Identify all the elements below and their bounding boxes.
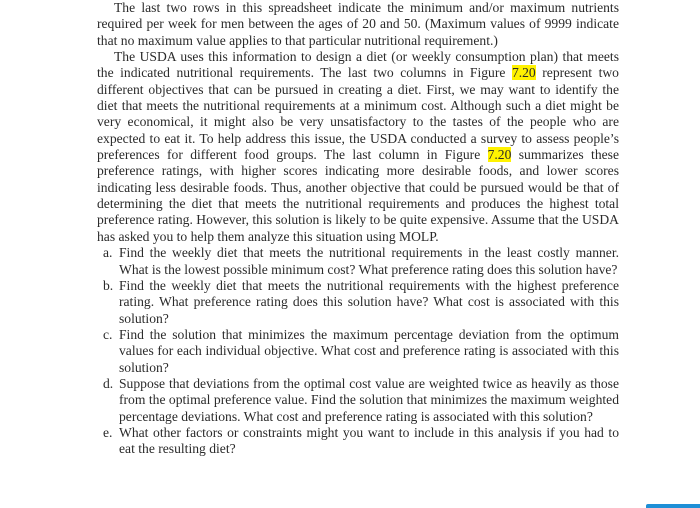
item-text: Find the solution that minimizes the maximum percentage deviation from the optimum values for each individual objective. What cost and preference rating is associated with this solution? — [119, 326, 619, 375]
item-label: e. — [103, 424, 113, 440]
paragraph-text: summarizes these preference ratings, with higher scores indicating more desirable foods, and lower scores indicating less desirable foods. Thus, another objective that could be pursued would be that of determining the diet that meets the nutritional requirements and produces the highest total preference rating. However, this solution is likely to be quite expensive. Assume that the USDA has asked you to help them analyze this situation using MOLP. — [97, 147, 619, 244]
figure-reference-highlight[interactable]: 7.20 — [487, 147, 512, 163]
list-item — [97, 327, 619, 376]
item-text: Find the weekly diet that meets the nutritional requirements with the highest preference rating. What preference rating does this solution have? What cost is associated with this solution? — [119, 277, 619, 326]
list-item — [97, 376, 619, 425]
list-item — [97, 425, 619, 458]
paragraph-text: represent two different objectives that can be pursued in creating a diet. First, we may want to identify the diet that meets the nutritional requirements at a minimum cost. Although such a diet might be very economical, it might also be very unsatisfactory to the tastes of the people who are expected to eat it. To help address this issue, the USDA conducted a survey to assess people’s preferences for different food groups. The last column in Figure — [97, 65, 619, 163]
item-label: d. — [103, 375, 114, 391]
document-page — [97, 0, 619, 458]
item-label: c. — [103, 326, 113, 342]
item-text: Suppose that deviations from the optimal cost value are weighted twice as heavily as those from the optimal preference value. Find the solution that minimizes the maximum weighted percentage deviations. What cost and preference rating is associated with this solution? — [119, 375, 619, 424]
item-text: Find the weekly diet that meets the nutritional requirements in the least costly manner. What is the lowest possible minimum cost? What preference rating does this solution have? — [119, 245, 619, 277]
list-item — [97, 245, 619, 278]
item-label: a. — [103, 245, 113, 261]
paragraph-nutrient-limits — [97, 0, 619, 49]
figure-reference-highlight[interactable]: 7.20 — [511, 65, 536, 81]
item-text: What other factors or constraints might you want to include in this analysis if you had to eat the resulting diet? — [119, 424, 619, 457]
accent-bar — [646, 504, 700, 508]
exercise-list — [97, 245, 619, 457]
item-label: b. — [103, 277, 114, 293]
paragraph-text: The last two rows in this spreadsheet indicate the minimum and/or maximum nutrients required per week for men between the ages of 20 and 50. (Maximum values of 9999 indicate that no maximum value applies to that particular nutritional requirement.) — [97, 0, 619, 48]
paragraph-text: The USDA uses this information to design a diet (or weekly consumption plan) that meets the indicated nutritional requirements. The last two columns in Figure — [97, 49, 619, 81]
list-item — [97, 278, 619, 327]
paragraph-usda-objectives — [97, 49, 619, 245]
